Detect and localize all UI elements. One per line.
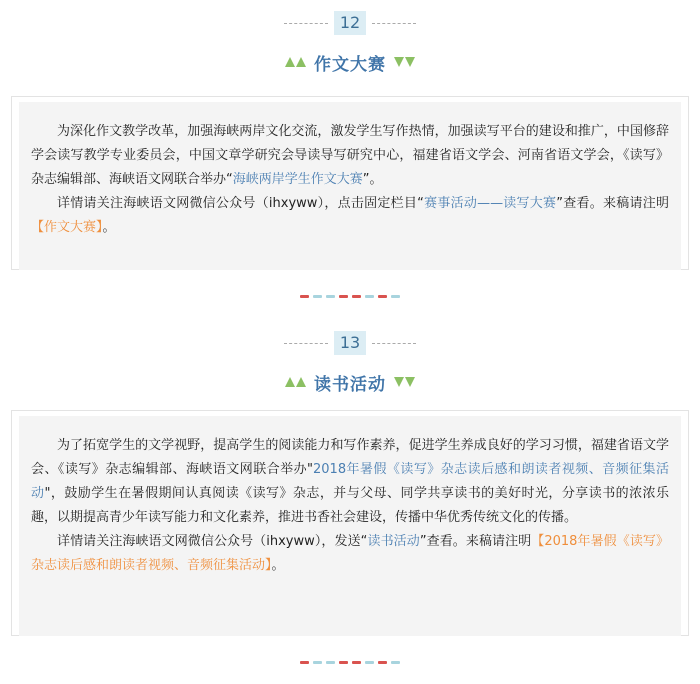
section-number: 12 xyxy=(334,11,366,35)
dot-divider xyxy=(0,295,700,298)
paragraph xyxy=(31,192,669,240)
paragraph xyxy=(31,434,669,530)
section-13 xyxy=(0,331,700,395)
card-body xyxy=(19,416,681,636)
triangle-left-icon xyxy=(285,57,306,67)
paragraph xyxy=(31,530,669,578)
dash-divider xyxy=(372,23,416,24)
paragraph-text: 。 xyxy=(102,220,116,235)
content-card-13 xyxy=(11,410,689,636)
paragraph-text: 详情请关注海峡语文网微信公众号（ihxyww），发送“ xyxy=(57,534,368,549)
paragraph-text: ”。 xyxy=(362,172,383,187)
dot-divider xyxy=(0,661,700,664)
paragraph-text: 为了拓宽学生的文学视野，提高学生的阅读能力和写作素养，促进学生养成良好的学习习惯，福建省语文学会、《读写》杂志编辑部、海峡语文网联合举办" xyxy=(31,438,669,477)
section-title-row xyxy=(0,49,700,75)
submission-tag: 【作文大赛】 xyxy=(31,220,103,235)
triangle-right-icon xyxy=(394,377,415,387)
section-title-row xyxy=(0,369,700,395)
dash-divider xyxy=(284,343,328,344)
section-title: 作文大赛 xyxy=(314,54,386,75)
paragraph-text: "，鼓励学生在暑假期间认真阅读《读写》杂志，并与父母、同学共享读书的美好时光，分享读书的浓浓乐趣，以期提高青少年读写能力和文化素养，推进书香社会建设，传播中华优秀传统文化的传播。 xyxy=(31,486,669,525)
paragraph xyxy=(31,120,669,192)
card-body xyxy=(19,102,681,270)
keyword-link[interactable]: 读书活动 xyxy=(367,534,420,549)
dash-divider xyxy=(284,23,328,24)
paragraph-text: 详情请关注海峡语文网微信公众号（ihxyww），点击固定栏目“ xyxy=(57,196,424,211)
event-link[interactable]: 海峡两岸学生作文大赛 xyxy=(232,172,363,187)
paragraph-text: 为深化作文教学改革，加强海峡两岸文化交流，激发学生写作热情，加强读写平台的建设和推广，中国修辞学会读写教学专业委员会，中国文章学研究会导读导写研究中心，福建省语文学会、河南省语文学会，《读写》杂志编辑部、海峡语文网联合举办“ xyxy=(31,124,669,187)
paragraph-text: ”查看。来稿请注明 xyxy=(556,196,669,211)
paragraph-text: 。 xyxy=(271,558,285,573)
triangle-left-icon xyxy=(285,377,306,387)
event-link[interactable]: 2018年暑假《读写》杂志读后感和朗读者视频、音频征集活动 xyxy=(31,462,669,501)
paragraph-text: ”查看。来稿请注明 xyxy=(419,534,532,549)
section-number-row xyxy=(0,11,700,35)
submission-tag: 【2018年暑假《读写》杂志读后感和朗读者视频、音频征集活动】 xyxy=(31,534,669,573)
section-number-row xyxy=(0,331,700,355)
column-link[interactable]: 赛事活动——读写大赛 xyxy=(423,196,557,211)
section-title: 读书活动 xyxy=(314,374,386,395)
section-number: 13 xyxy=(334,331,366,355)
dash-divider xyxy=(372,343,416,344)
triangle-right-icon xyxy=(394,57,415,67)
content-card-12 xyxy=(11,96,689,270)
section-12 xyxy=(0,11,700,75)
